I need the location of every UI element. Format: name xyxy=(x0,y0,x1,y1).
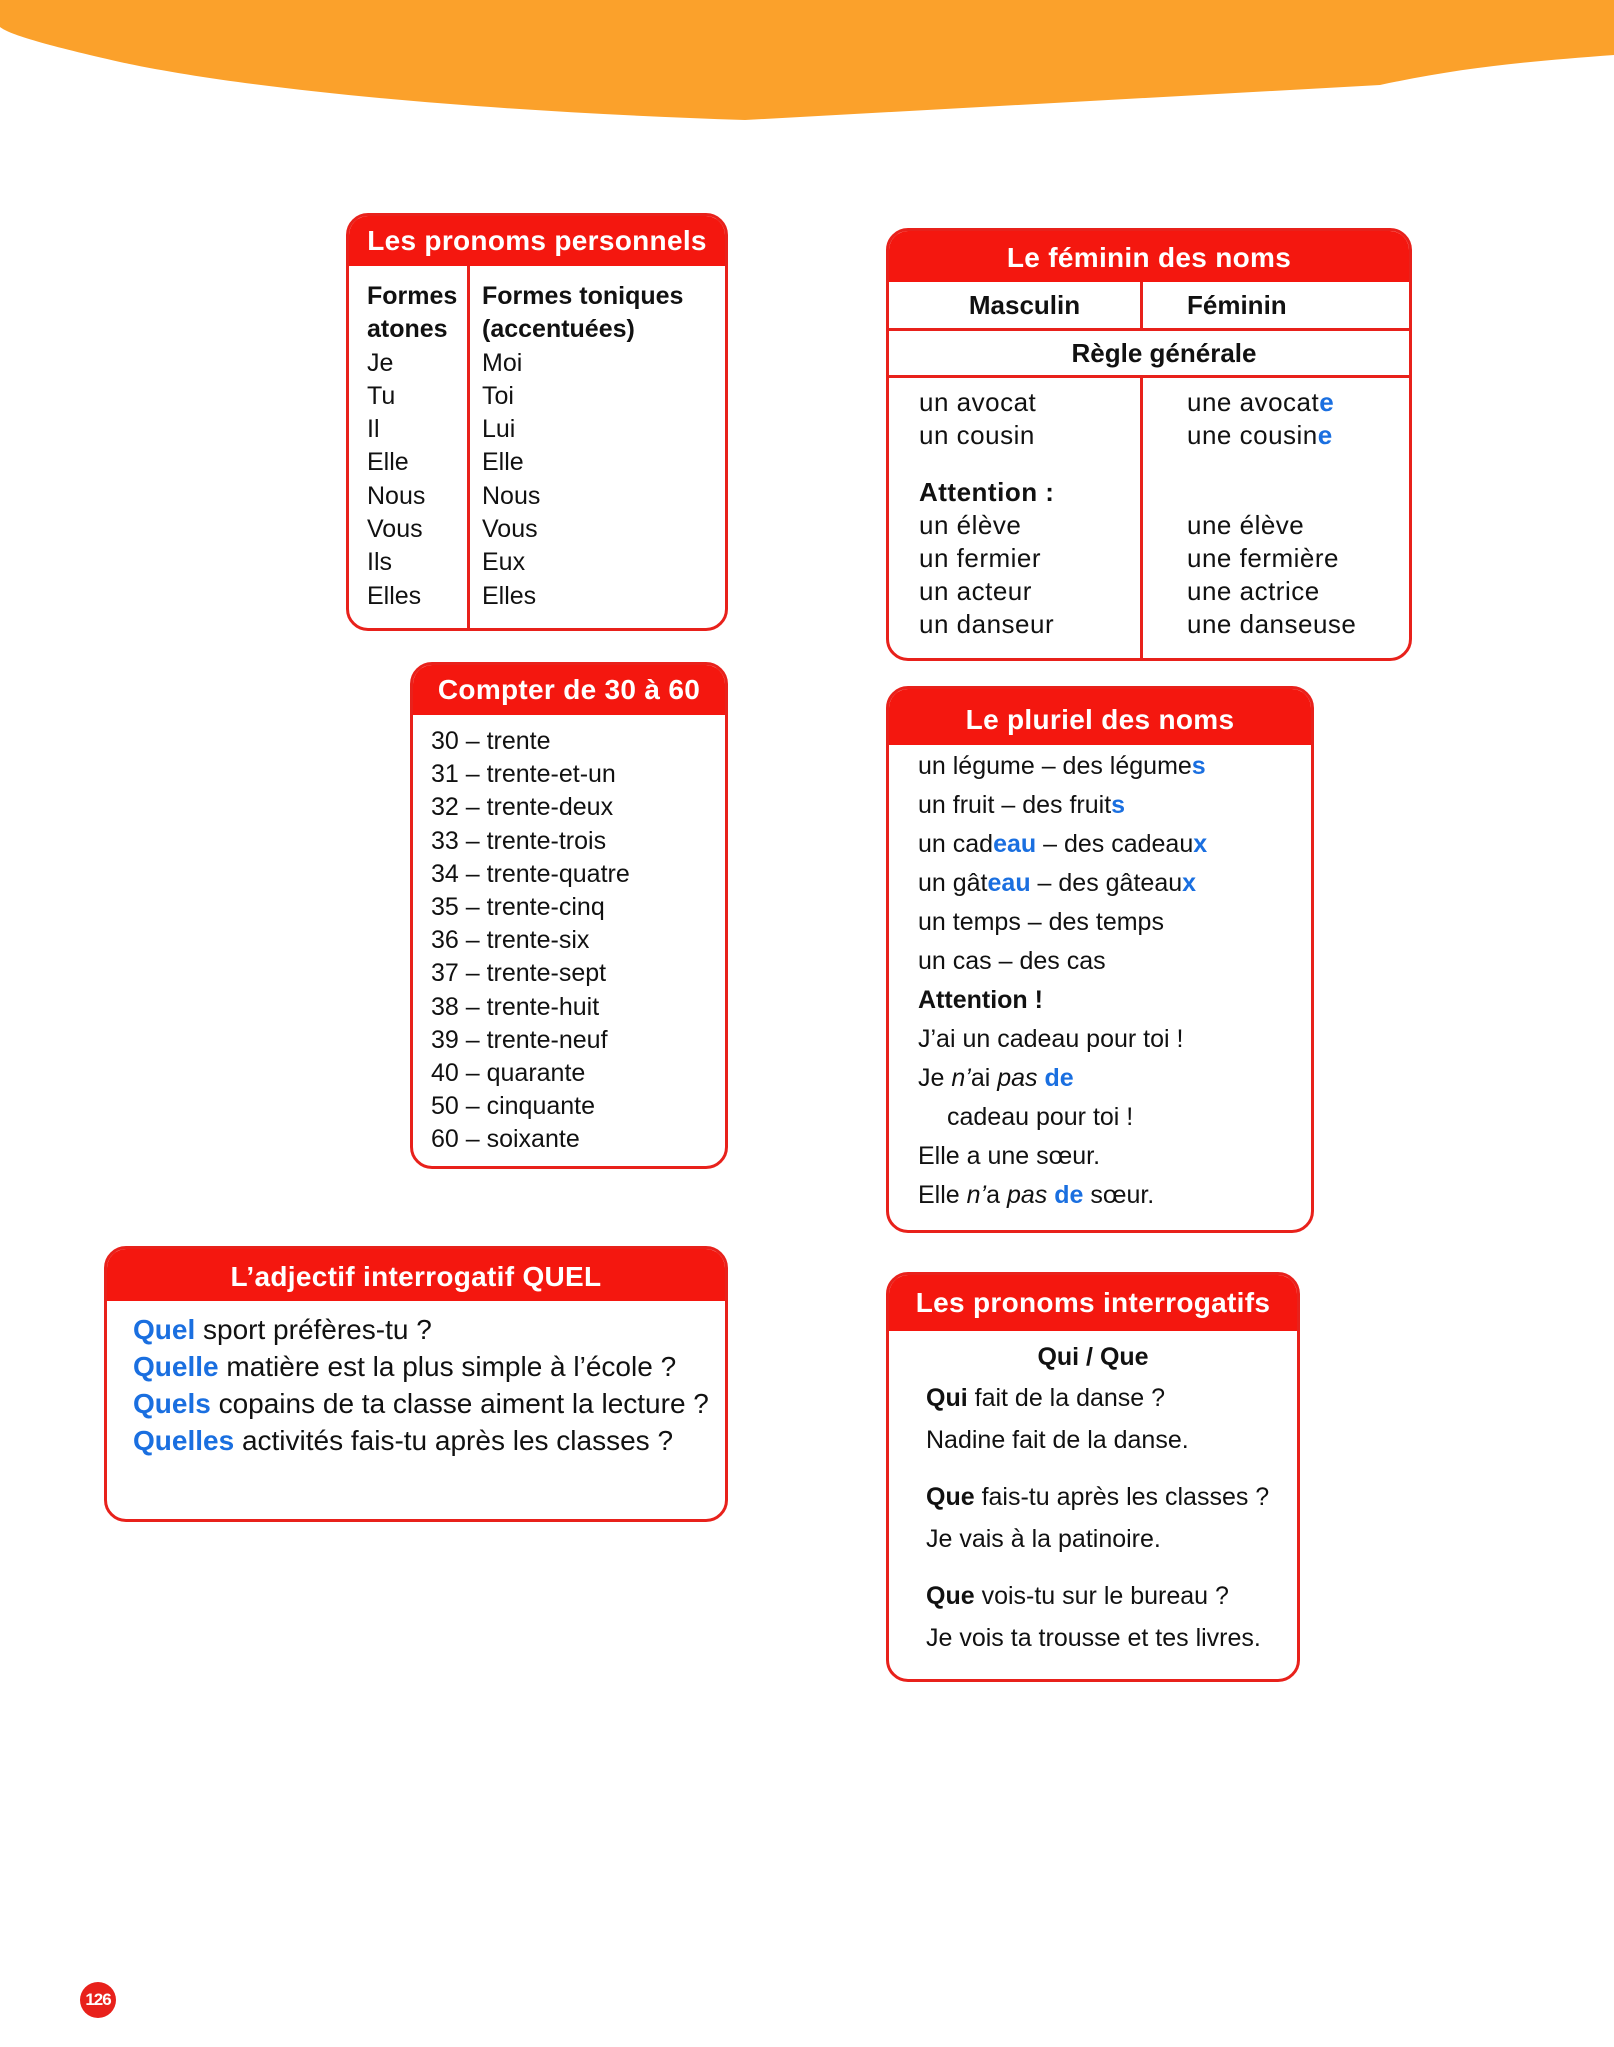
qa-list xyxy=(889,1331,1297,1659)
card-pronoms-personnels xyxy=(346,213,728,631)
pronoun: Moi xyxy=(482,348,523,377)
number-item: 36 – trente-six xyxy=(431,926,590,955)
answer: Je vais à la patinoire. xyxy=(926,1525,1161,1553)
table-header-row xyxy=(889,282,1409,331)
pronoun: Elle xyxy=(367,448,409,477)
card-pluriel-des-noms xyxy=(886,686,1314,1233)
pronoun: Vous xyxy=(482,515,538,544)
masculin-word: un avocat xyxy=(919,387,1037,417)
subtitle: Qui / Que xyxy=(1037,1343,1149,1371)
answer: Je vois ta trousse et tes livres. xyxy=(926,1624,1261,1652)
number-item: 31 – trente-et-un xyxy=(431,760,616,789)
number-item: 32 – trente-deux xyxy=(431,793,614,822)
card-title: Compter de 30 à 60 xyxy=(413,665,725,715)
card-compter xyxy=(410,662,728,1169)
question: Quelles activités fais-tu après les classes ? xyxy=(133,1425,674,1456)
attention-label: Attention : xyxy=(919,477,1055,507)
ending-highlight: e xyxy=(1319,387,1335,417)
interrogative-word: Quels xyxy=(133,1388,211,1419)
question: Qui fait de la danse ? xyxy=(926,1384,1166,1412)
feminin-word: une élève xyxy=(1187,510,1305,540)
pronoun: Toi xyxy=(482,381,514,410)
example-sentence: Je n’ai pas de xyxy=(918,1064,1074,1092)
question: Quelle matière est la plus simple à l’école ? xyxy=(133,1351,677,1382)
question: Que vois-tu sur le bureau ? xyxy=(926,1582,1229,1610)
plural-example: un cas – des cas xyxy=(918,947,1106,975)
card-title: Les pronoms personnels xyxy=(349,216,725,266)
plural-example: un fruit – des fruits xyxy=(918,791,1126,819)
interrogative-word: Quel xyxy=(133,1314,196,1345)
plural-example: un temps – des temps xyxy=(918,908,1164,936)
number-item: 39 – trente-neuf xyxy=(431,1025,608,1054)
example-sentence: Elle n’a pas de sœur. xyxy=(918,1181,1155,1209)
feminin-word: une actrice xyxy=(1187,576,1320,606)
rule-header: Règle générale xyxy=(889,331,1409,378)
number-item: 60 – soixante xyxy=(431,1125,580,1154)
pronoun: Nous xyxy=(367,481,426,510)
example-sentence: J’ai un cadeau pour toi ! xyxy=(918,1025,1184,1053)
question: Quels copains de ta classe aiment la lecture ? xyxy=(133,1388,709,1419)
number-item: 30 – trente xyxy=(431,727,551,755)
number-item: 38 – trente-huit xyxy=(431,992,600,1021)
plural-list xyxy=(889,745,1311,1215)
attention-label: Attention ! xyxy=(918,986,1043,1014)
plural-example: un légume – des légumes xyxy=(918,752,1206,780)
pronoun: Ils xyxy=(367,548,392,577)
column-formes-toniques xyxy=(470,266,683,631)
pronoun: Elles xyxy=(482,581,537,610)
orange-banner xyxy=(0,0,1614,130)
interrogative-word: Quelle xyxy=(133,1351,219,1382)
number-item: 37 – trente-sept xyxy=(431,959,607,988)
pronoun: Je xyxy=(367,348,394,377)
pronoun: Tu xyxy=(367,381,396,410)
header-masculin: Masculin xyxy=(889,282,1143,328)
plural-example: un cadeau – des cadeaux xyxy=(918,830,1208,858)
card-adjectif-quel xyxy=(104,1246,728,1522)
card-title: Le pluriel des noms xyxy=(889,689,1311,745)
pronoun: Nous xyxy=(482,481,541,510)
number-item: 34 – trente-quatre xyxy=(431,859,630,888)
masculin-column xyxy=(889,378,1143,658)
card-title: Le féminin des noms xyxy=(889,231,1409,282)
plural-example: un gâteau – des gâteaux xyxy=(918,869,1197,897)
number-item: 50 – cinquante xyxy=(431,1092,596,1121)
example-sentence: Elle a une sœur. xyxy=(918,1142,1101,1170)
card-title: Les pronoms interrogatifs xyxy=(889,1275,1297,1331)
column-header: Formes toniques xyxy=(482,282,684,310)
pronoun: Vous xyxy=(367,515,423,544)
column-header: atones xyxy=(367,315,448,344)
ending-highlight: e xyxy=(1317,420,1333,450)
column-header: (accentuées) xyxy=(482,315,635,344)
masculin-word: un acteur xyxy=(919,576,1032,606)
feminin-word: une fermière xyxy=(1187,543,1339,573)
pronoun: Eux xyxy=(482,548,526,577)
number-item: 40 – quarante xyxy=(431,1059,586,1088)
number-item: 35 – trente-cinq xyxy=(431,893,605,922)
word-stem: une cousin xyxy=(1187,420,1318,450)
pronoun: Elles xyxy=(367,581,422,610)
answer: Nadine fait de la danse. xyxy=(926,1426,1189,1454)
example-sentence: cadeau pour toi ! xyxy=(947,1103,1134,1131)
card-feminin-des-noms xyxy=(886,228,1412,661)
pronoun: Lui xyxy=(482,415,516,444)
question: Que fais-tu après les classes ? xyxy=(926,1483,1270,1511)
table-body xyxy=(889,378,1409,658)
header-feminin: Féminin xyxy=(1187,290,1287,320)
column-formes-atones xyxy=(349,266,470,631)
card-title: L’adjectif interrogatif QUEL xyxy=(107,1249,725,1301)
masculin-word: un cousin xyxy=(919,420,1035,450)
column-header: Formes xyxy=(367,282,458,310)
number-list xyxy=(413,715,725,1157)
question: Quel sport préfères-tu ? xyxy=(133,1314,432,1345)
feminin-word: une danseuse xyxy=(1187,609,1357,639)
question-list xyxy=(107,1301,725,1459)
masculin-word: un danseur xyxy=(919,609,1055,639)
masculin-word: un élève xyxy=(919,510,1022,540)
card-pronoms-interrogatifs xyxy=(886,1272,1300,1682)
interrogative-word: Quelles xyxy=(133,1425,235,1456)
feminin-word xyxy=(1187,419,1356,452)
masculin-word: un fermier xyxy=(919,543,1042,573)
feminin-column xyxy=(1143,378,1356,658)
pronoun: Elle xyxy=(482,448,524,477)
page-number-badge: 126 xyxy=(80,1982,116,2018)
word-stem: une avocat xyxy=(1187,387,1320,417)
feminin-word xyxy=(1187,386,1356,419)
pronoun: Il xyxy=(367,415,380,444)
number-item: 33 – trente-trois xyxy=(431,826,607,855)
